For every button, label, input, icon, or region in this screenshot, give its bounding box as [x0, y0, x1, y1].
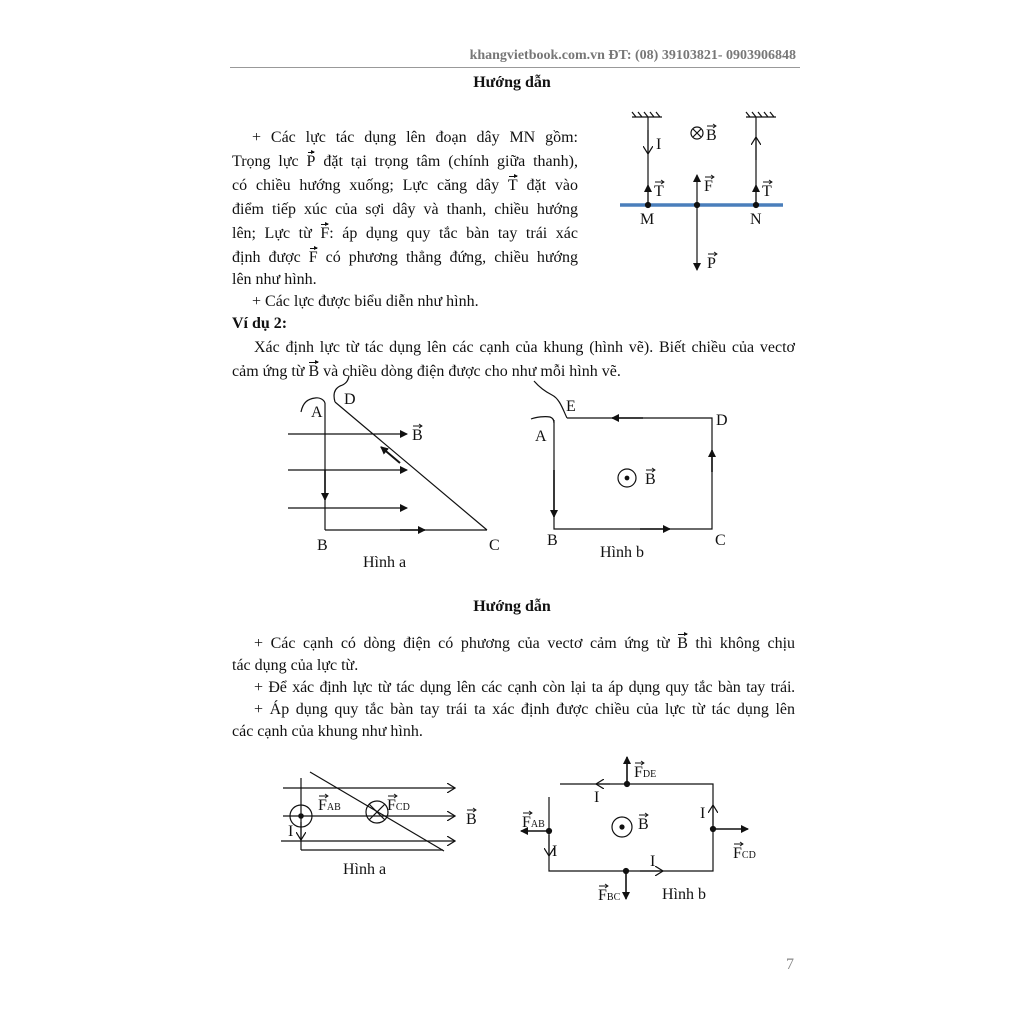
- point-label: B: [547, 532, 558, 549]
- tension-label: T: [654, 183, 664, 200]
- text-line: + Các lực được biểu diễn như hình.: [252, 293, 479, 310]
- vector-symbol: P: [306, 153, 316, 170]
- section-title: Hướng dẫn: [473, 74, 551, 91]
- weight-label: P: [707, 255, 716, 272]
- field-label: B: [706, 127, 717, 144]
- field-out-icon: [612, 817, 632, 837]
- figure-bar-mn: [620, 112, 783, 272]
- force-cd-label: FCD: [387, 797, 410, 814]
- field-label: B: [466, 811, 477, 828]
- current-label: I: [552, 843, 558, 860]
- point-label: B: [317, 537, 328, 554]
- text-line: tác dụng của lực từ.: [232, 657, 359, 674]
- point-label: D: [716, 412, 728, 429]
- figure-caption: Hình a: [343, 861, 387, 878]
- force-label: F: [704, 178, 713, 195]
- current-label: I: [656, 136, 662, 153]
- lead-wire: [534, 381, 567, 418]
- force-in-icon: [366, 801, 388, 823]
- ceiling-hatch: [632, 112, 776, 117]
- vector-symbol: T: [507, 177, 518, 194]
- text: đặt tại trọng tâm (chính giữa thanh),: [315, 153, 578, 170]
- figure-solution-b: [521, 757, 756, 904]
- current-label: I: [594, 789, 600, 806]
- current-label: I: [650, 853, 656, 870]
- force-de-label: FDE: [634, 764, 657, 781]
- text: có phương thẳng đứng, chiều hướng: [317, 249, 579, 266]
- text-line: lên như hình.: [232, 271, 317, 288]
- point-label: E: [566, 398, 576, 415]
- figure-example-a: [288, 376, 500, 571]
- point-label: D: [344, 391, 356, 408]
- text-line: Xác định lực từ tác dụng lên các cạnh của khung (hình vẽ). Biết chiều của vectơ: [254, 339, 795, 356]
- text: đặt vào: [517, 177, 578, 194]
- figure-caption: Hình b: [600, 544, 644, 561]
- field-label: B: [638, 816, 649, 833]
- point-label: A: [311, 404, 323, 421]
- figure-caption: Hình b: [662, 886, 706, 903]
- text-line: + Để xác định lực từ tác dụng lên các cạnh còn lại ta áp dụng quy tắc bàn tay trái.: [254, 679, 795, 696]
- section-title: Hướng dẫn: [473, 598, 551, 615]
- lead-wire: [531, 417, 554, 423]
- text: lên; Lực từ: [232, 225, 321, 242]
- text: điểm tiếp xúc của sợi dây và thanh, chiều hướng: [232, 201, 578, 218]
- text-line: các cạnh của khung như hình.: [232, 723, 423, 740]
- force-ab-label: FAB: [318, 797, 341, 814]
- point-n-label: N: [750, 211, 762, 228]
- page-header: khangvietbook.com.vn ĐT: (08) 39103821- 0903906848: [469, 48, 796, 63]
- text: cảm ứng từ: [232, 363, 309, 380]
- force-cd-label: FCD: [733, 845, 756, 862]
- text-line: + Áp dụng quy tắc bàn tay trái ta xác định được chiều của lực từ tác dụng lên: [254, 701, 795, 718]
- vector-symbol: B: [308, 363, 320, 380]
- field-label: B: [412, 427, 423, 444]
- text: có chiều hướng xuống; Lực căng dây: [232, 177, 508, 194]
- text: thì không chịu: [687, 635, 796, 652]
- vector-symbol: F: [308, 249, 318, 266]
- field-out-icon: [618, 469, 636, 487]
- text: định được: [232, 249, 309, 266]
- figure-caption: Hình a: [363, 554, 407, 571]
- text: Trọng lực: [232, 153, 307, 170]
- point-label: A: [535, 428, 547, 445]
- current-label: I: [700, 805, 706, 822]
- figure-example-b: [531, 381, 728, 561]
- field-into-icon: [691, 127, 703, 139]
- text: và chiều dòng điện được cho như mỗi hình vẽ.: [319, 363, 621, 380]
- point-label: C: [715, 532, 726, 549]
- field-label: B: [645, 471, 656, 488]
- current-label: I: [288, 823, 294, 840]
- force-bc-label: FBC: [598, 887, 621, 904]
- page-number: 7: [786, 956, 794, 973]
- figure-solution-a: [281, 772, 477, 878]
- point-label: C: [489, 537, 500, 554]
- example-label: Ví dụ 2:: [232, 315, 288, 332]
- force-ab-label: FAB: [522, 814, 545, 831]
- tension-label: T: [762, 183, 772, 200]
- text: : áp dụng quy tắc bàn tay trái xác: [329, 225, 578, 242]
- point-m-label: M: [640, 211, 655, 228]
- text: + Các lực tác dụng lên đoạn dây MN gồm:: [252, 129, 578, 146]
- text: + Các cạnh có dòng điện có phương của vectơ cảm ứng từ: [254, 635, 678, 652]
- vector-symbol: B: [677, 635, 688, 652]
- vector-symbol: F: [320, 225, 330, 242]
